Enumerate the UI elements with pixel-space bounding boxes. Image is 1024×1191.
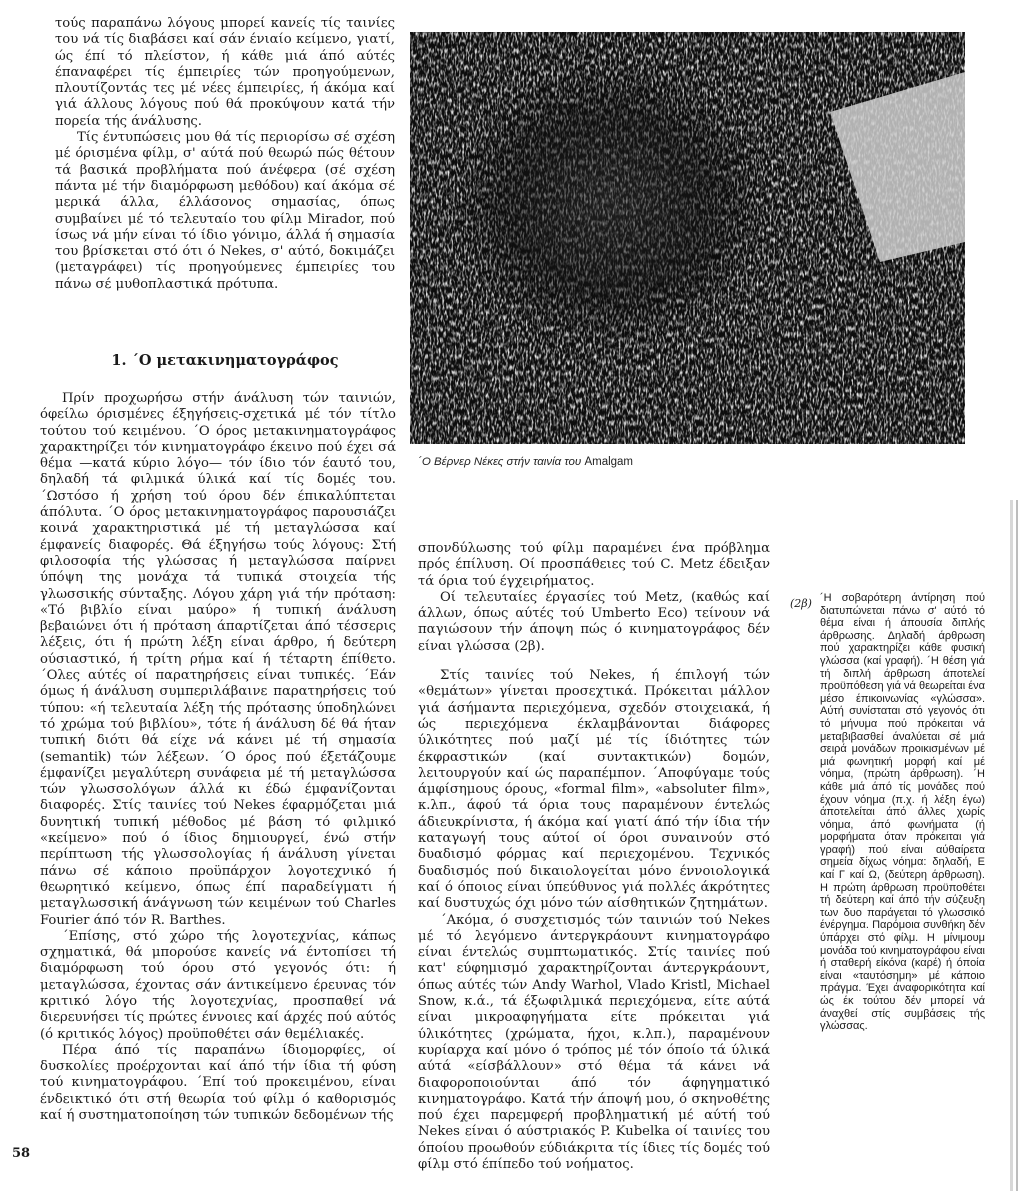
- section-heading: 1. ´Ο μετακινηματογράφος: [111, 352, 339, 369]
- caption-film-title: Amalgam: [584, 456, 634, 468]
- paragraph: Οί τελευταίες έργασίες τού Metz, (καθώς καί άλλων, όπως αύτές τού Umberto Eco) τείνουν νά παγιώσουν τήν άποψη πώς ό κινηματογράφος δέν είναι γλώσσα (2β).: [418, 589, 770, 654]
- caption-text: ´Ο Βέρνερ Νέκες στήν ταινία του: [418, 456, 585, 468]
- column-1-bottom: [40, 391, 396, 1124]
- scan-edge-artifact: [1006, 500, 1024, 1191]
- paragraph: ´Ακόμα, ό συσχετισμός τών ταινιών τού Nekes μέ τό λεγόμενο άντεργκράουντ κινηματογράφο είναι έντελώς συμπτωματικός. Στίς ταινίες πού κατ' εύφημισμό χαρακτηρίζονται άντεργκράουντ, όπως αύτές τών Andy Warhol, Vlado Kristl, Michael Snow, κ.ά., τά έξωφιλμικά περιεχόμενα, είτε αύτά είναι μικροαφηγήματα είτε πρόκειται γιά ύλικότητες (χρώματα, ήχοι, κ.λπ.), παραμένουν κυρίαρχα καί μόνο ό τρόπος μέ τόν όποίο τά ύλικά αύτά «είσβάλλουν» στό θέμα τά κάνει νά διαφοροποιούνται άπό τόν άφηγηματικό κινηματογράφο. Κατά τήν άποψή μου, ό σκηνοθέτης πού έχει παρεμφερή προβληματική μέ αύτή τού Nekes είναι ό αύστριακός P. Kubelka οί ταινίες του όποίου προωθούν εύδιάκριτα τίς ίδιες τίς δομές τού φίλμ στό έπίπεδο τού νοήματος.: [418, 912, 770, 1172]
- photo-caption: [418, 456, 818, 468]
- paragraph: σπονδύλωσης τού φίλμ παραμένει ένα πρόβλημα πρός έπίλυση. Οί προσπάθειες τού C. Metz έδειξαν τά όρια τού έγχειρήματος.: [418, 541, 770, 589]
- paragraph: Τίς έντυπώσεις μου θά τίς περιορίσω σέ σχέση μέ όρισμένα φίλμ, σ' αύτά πού θεωρώ πώς θέτουν τά βασικά προβλήματα πού άνέφερα (σέ σχέση πάντα μέ τήν διαμόρφωση μεθόδου) καί άκόμα σέ μερικά άλλα, έλλάσονος σημασίας, όπως συμβαίνει μέ τό τελευταίο του φίλμ Mirador, πού ίσως νά μήν είναι τό ίδιο γόνιμο, άλλά ή σημασία του βρίσκεται στό ότι ό Nekes, σ' αύτό, δοκιμάζει (μεταγράφει) τίς προηγούμενες έμπειρίες του πάνω σέ μυθοπλαστικά πρότυπα.: [55, 130, 395, 292]
- footnote-text: ´Η σοβαρότερη άντίρηση πού διατυπώνεται πάνω σ' αύτό τό θέμα είναι ή άπουσία διπλής άρθρωσης. Δηλαδή άρθρωση πού χαρακτηρίζει κάθε φυσική γλώσσα (καί γραφή). ´Η θέση γιά τή διπλή άρθρωση άποτελεί προϋπόθεση γιά νά θεωρείται ένα μέσο έπικοινωνίας «γλώσσα». Αύτή συνίσταται στό γεγονός ότι τό μήνυμα πού πρόκειται νά μεταβιβασθεί άναλύεται σέ μιά σειρά μονάδων προικισμένων μέ μιά φωνητική μορφή καί μέ νόημα, (πρώτη άρθρωση). ´Η κάθε μιά άπό τίς μονάδες πού έχουν νόημα (π.χ. ή λέξη έγω) άποτελείται άπό άλλες χωρίς νόημα, άπό φωνήματα (ή μορφήματα όταν πρόκειται γιά γραφή) πού είναι αύθαίρετα σημεία δίχως νόημα: δηλαδή, Ε καί Γ καί Ω, (δεύτερη άρθρωση). Η πρώτη άρθρωση προϋποθέτει τή δεύτερη καί άπό τήν σύζευξη των δυο παράγεται τό γλωσσικό ένέργημα. Παρόμοια συνθήκη δέν ύπάρχει στό φίλμ. Η μίνιμουμ μονάδα τού κινηματογράφου είναι ή σταθερή είκόνα (καρέ) ή όποία είναι «ταυτόσημη» μέ κάποιο πράγμα. Έχει άναφορικότητα καί ώς έκ τούτου δέν μπορεί νά άναχθεί στίς συμβάσεις τής γλώσσας.: [820, 592, 985, 1033]
- column-1-top: [55, 16, 395, 293]
- column-2: [418, 541, 770, 1173]
- paragraph: Πρίν προχωρήσω στήν άνάλυση τών ταινιών, όφείλω όρισμένες έξηγήσεις-σχετικά μέ τόν τίτλο τούτου τού κειμένου. ´Ο όρος μετακινηματογράφος χαρακτηρίζει τόν κινηματογράφο έκεινο πού έχει σά θέμα —κατά κύριο λόγο— τόν ίδιο τόν έαυτό του, δηλαδή τά φιλμικά ύλικά καί τίς δομές του. ´Ωστόσο ή χρήση τού όρου δέν έπικαλύπτεται άπόλυτα. ´Ο όρος μετακινηματογράφος παρουσιάζει κοινά χαρακτηριστικά μέ τή μεταγλώσσα καί έμφανείς διαφορές. Θά έξηγήσω τούς λόγους: Στή φιλοσοφία τής γλώσσας ή μεταγλώσσα παίρνει ύπόψη της μονάχα τά τυπικά στοιχεία τής γλωσσικής σύνταξης. Λόγου χάρη γιά τήν πρόταση: «Τό βιβλίο είναι μαύρο» ή τυπική άνάλυση βεβαιώνει ότι ή πρόταση άπαρτίζεται άπό τέσσερις λέξεις, ότι ή πρώτη λέξη είναι άρθρο, ή δεύτερη ούσιαστικό, ή τρίτη ρήμα καί ή τέταρτη έπίθετο. ´Ολες αύτές οί παρατηρήσεις είναι τυπικές. ´Εάν όμως ή άνάλυση συμπεριλάβαινε παρατηρήσεις τού τύπου: «ή τελευταία λέξη τής πρότασης ύποδηλώνει τό χρώμα τού βιβλίου», τότε ή άνάλυση δέ θά ήταν τυπική διότι θά είχε νά κάνει μέ τή σημασία (semantik) τών λέξεων. ´Ο όρος πού έξετάζουμε έμφανίζει μεγαλύτερη συνάφεια μέ τή μεταγλώσσα τών γλωσσολόγων άλλά κι έδώ έμφανίζονται διαφορές. Στίς ταινίες τού Nekes έφαρμόζεται μιά δυνητική τυπική μέθοδος μέ βάση τό φιλμικό «κείμενο» πού ό ίδιος δημιουργεί, ένώ στήν περίπτωση τής γλωσσολογίας ή άνάλυση γίνεται πάνω σέ κάποιο προϋπάρχον λογοτεχνικό ή θεωρητικό κείμενο, όπως έπί παραδείγματι ή μεταγλωσσική άνάγνωση τών κειμένων τού Charles Fourier άπό τόν R. Barthes.: [40, 391, 396, 928]
- footnote-column: [820, 592, 985, 1033]
- paragraph: ´Επίσης, στό χώρο τής λογοτεχνίας, κάπως σχηματικά, θά μπορούσε κανείς νά έντοπίσει τή διαμόρφωση τού όρου στό γεγονός ότι: ή μεταγλώσσα, έχοντας σάν άντικείμενο έρευνας τόν κριτικό λόγο τής λογοτεχνίας, προσπαθεί νά διερευνήσει τίς πρώτες έννοιες καί άρχές πού αύτός (ό κριτικός λόγος) προϋποθέτει σάν θεμέλιακές.: [40, 928, 396, 1042]
- paragraph: Στίς ταινίες τού Nekes, ή έπιλογή τών «θεμάτων» γίνεται προσεχτικά. Πρόκειται μάλλον γιά άσήμαντα περιεχόμενα, σχεδόν στοιχειακά, ή ώς περιεχόμενα έκλαμβάνονται διάφορες ύλικότητες πού μαζί μέ τίς ίδιότητες τών έκφραστικών (καί συντακτικών) δομών, λειτουργούν καί ώς παραπέμπον. ´Αποφύγαμε τούς άμφίσημους όρους, «formal film», «absoluter film», κ.λπ., άφού τά όρια τους παραμένουν έντελώς άδιευκρίνιστα, ή άκόμα καί γιατί άπό τήν ίδια τήν καταγωγή τους αύτοί οί όροι συναινούν στό δυαδισμό φόρμας καί περιεχομένου. Τεχνικός δυαδισμός πού δικαιολογείται μόνο έννοιολογικά καί ό όποιος είναι ύπεύθυνος γιά πολλές άκρότητες καί δυστυχώς όχι μόνο τών αίσθητικών ζητημάτων.: [418, 668, 770, 912]
- paragraph: τούς παραπάνω λόγους μπορεί κανείς τίς ταινίες του νά τίς διαβάσει καί σάν ένιαίο κείμενο, γιατί, ώς έπί τό πλείστον, ή κάθε μιά άπό αύτές έπαναφέρει τίς έμπειρίες τών προηγούμενων, πλουτίζοντάς τες μέ νέες έμπειρίες, ή άκόμα καί γιά άλλους λόγους πού θά προκύψουν κατά τήν πορεία τής άνάλυσης.: [55, 16, 395, 129]
- page-number: 58: [12, 1146, 31, 1161]
- paragraph: Πέρα άπό τίς παραπάνω ίδιομορφίες, οί δυσκολίες προέρχονται καί άπό τήν ίδια τή φύση τού κινηματογράφου. ´Επί τού προκειμένου, είναι ένδεικτικό ότι στή θεωρία τού φίλμ ό καθορισμός καί ή συστηματοποίηση τών τυπικών δεδομένων τής: [40, 1042, 396, 1124]
- footnote-marker: (2β): [790, 597, 812, 610]
- photo-image: [410, 32, 965, 444]
